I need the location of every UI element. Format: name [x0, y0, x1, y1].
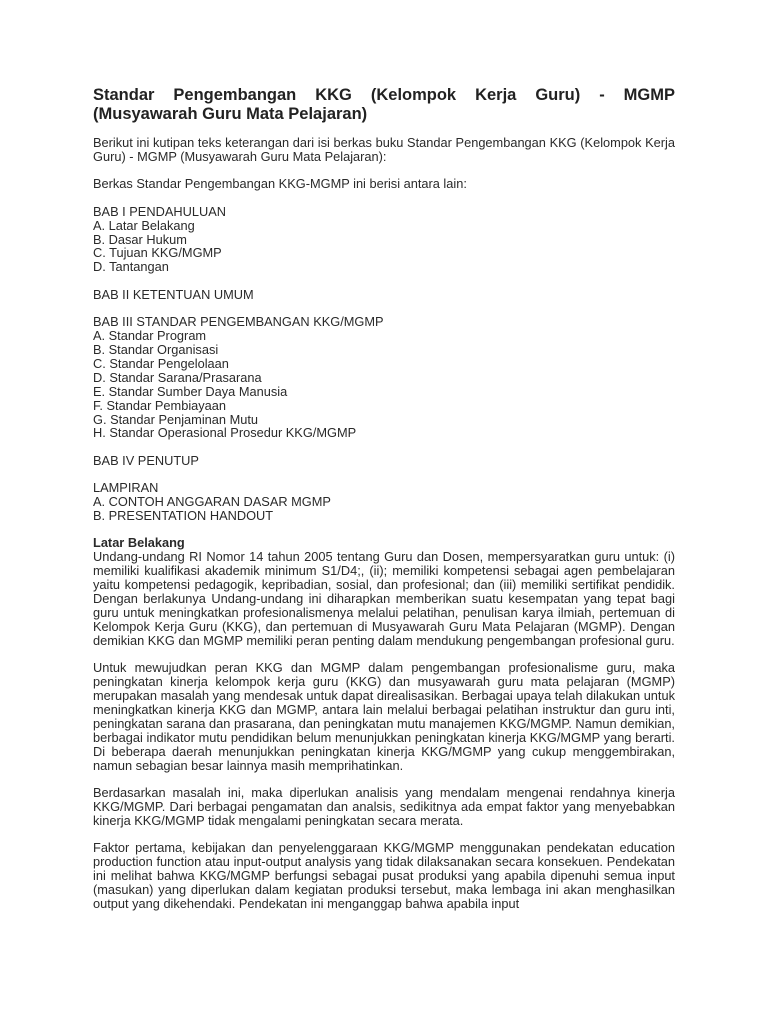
- bab3-item: G. Standar Penjaminan Mutu: [93, 411, 259, 427]
- bab3-item: E. Standar Sumber Daya Manusia: [93, 383, 288, 399]
- latar-paragraph-4: Faktor pertama, kebijakan dan penyelenggaraan KKG/MGMP menggunakan pendekatan education production function atau input-output analysis yang tidak dilaksanakan secara konsekuen. Pendekatan ini melihat bahwa KKG/MGMP berfungsi sebagai pusat produksi yang apabila dipenuhi semua input (masukan) yang diperlukan dalam kegiatan produksi tersebut, maka lembaga ini akan menghasilkan output yang dikehendaki. Pendekatan ini menganggap bahwa apabila input: [93, 840, 675, 911]
- bab3-item: H. Standar Operasional Prosedur KKG/MGMP: [93, 425, 357, 441]
- bab3-item: B. Standar Organisasi: [93, 341, 219, 357]
- bab3-item: C. Standar Pengelolaan: [93, 355, 229, 371]
- bab3-section: [93, 315, 675, 440]
- bab3-item: A. Standar Program: [93, 328, 207, 344]
- latar-belakang-heading: Latar Belakang: [93, 535, 185, 551]
- bab3-heading: BAB III STANDAR PENGEMBANGAN KKG/MGMP: [93, 314, 384, 330]
- latar-belakang-section: [93, 536, 675, 647]
- latar-paragraph-1: Undang-undang RI Nomor 14 tahun 2005 tentang Guru dan Dosen, mempersyaratkan guru untuk: (i) memiliki kualifikasi akademik minimum S1/D4;, (ii); memiliki kompetensi sebagai agen pembelajaran yaitu kompetensi pedagogik, kepribadian, sosial, dan profesional; dan (iii) memiliki sertifikat pendidik. Dengan berlakunya Undang-undang ini diharapkan memberikan suatu kesempatan yang tepat bagi guru untuk meningkatkan profesionalismenya melalui pelatihan, penulisan karya ilmiah, pertemuan di Kelompok Kerja Guru (KKG), dan pertemuan di Musyawarah Guru Mata Pelajaran (MGMP). Dengan demikian KKG dan MGMP memiliki peran penting dalam mendukung pengembangan profesional guru.: [93, 549, 675, 648]
- document-title: Standar Pengembangan KKG (Kelompok Kerja Guru) - MGMP (Musyawarah Guru Mata Pelajaran): [93, 86, 675, 123]
- lampiran-section: [93, 481, 675, 523]
- intro-paragraph: Berikut ini kutipan teks keterangan dari isi berkas buku Standar Pengembangan KKG (Kelompok Kerja Guru) - MGMP (Musyawarah Guru Mata Pelajaran):: [93, 135, 675, 164]
- lampiran-item: A. CONTOH ANGGARAN DASAR MGMP: [93, 494, 331, 510]
- bab1-item: C. Tujuan KKG/MGMP: [93, 245, 222, 261]
- latar-paragraph-3: Berdasarkan masalah ini, maka diperlukan analisis yang mendalam mengenai rendahnya kinerja KKG/MGMP. Dari berbagai pengamatan dan analsis, sedikitnya ada empat faktor yang menyebabkan kinerja KKG/MGMP tidak mengalami peningkatan secara merata.: [93, 784, 675, 828]
- bab1-item: A. Latar Belakang: [93, 217, 195, 233]
- bab1-item: D. Tantangan: [93, 259, 169, 275]
- bab1-item: B. Dasar Hukum: [93, 231, 187, 247]
- bab1-section: [93, 205, 675, 275]
- latar-paragraph-2: Untuk mewujudkan peran KKG dan MGMP dalam pengembangan profesionalisme guru, maka peningkatan kinerja kelompok kerja guru (KKG) dan musyawarah guru mata pelajaran (MGMP) merupakan masalah yang mendesak untuk dapat direalisasikan. Berbagai upaya telah dilakukan untuk meningkatkan kinerja KKG dan MGMP, antara lain melalui berbagai pelatihan instruktur dan guru inti, peningkatan sarana dan prasarana, dan peningkatan mutu manajemen KKG/MGMP. Namun demikian, berbagai indikator mutu pendidikan belum menunjukkan peningkatan kinerja KKG/MGMP yang berarti. Di beberapa daerah menunjukkan peningkatan kinerja KKG/MGMP yang cukup menggembirakan, namun sebagian besar lainnya masih memprihatinkan.: [93, 660, 675, 773]
- lampiran-item: B. PRESENTATION HANDOUT: [93, 508, 274, 524]
- bab2-heading: BAB II KETENTUAN UMUM: [93, 286, 254, 302]
- bab1-heading: BAB I PENDAHULUAN: [93, 203, 226, 219]
- bab4-heading: BAB IV PENUTUP: [93, 452, 199, 468]
- document-body: [93, 86, 675, 911]
- bab3-item: D. Standar Sarana/Prasarana: [93, 369, 262, 385]
- contents-intro: Berkas Standar Pengembangan KKG-MGMP ini berisi antara lain:: [93, 176, 467, 192]
- lampiran-heading: LAMPIRAN: [93, 480, 159, 496]
- bab3-item: F. Standar Pembiayaan: [93, 397, 227, 413]
